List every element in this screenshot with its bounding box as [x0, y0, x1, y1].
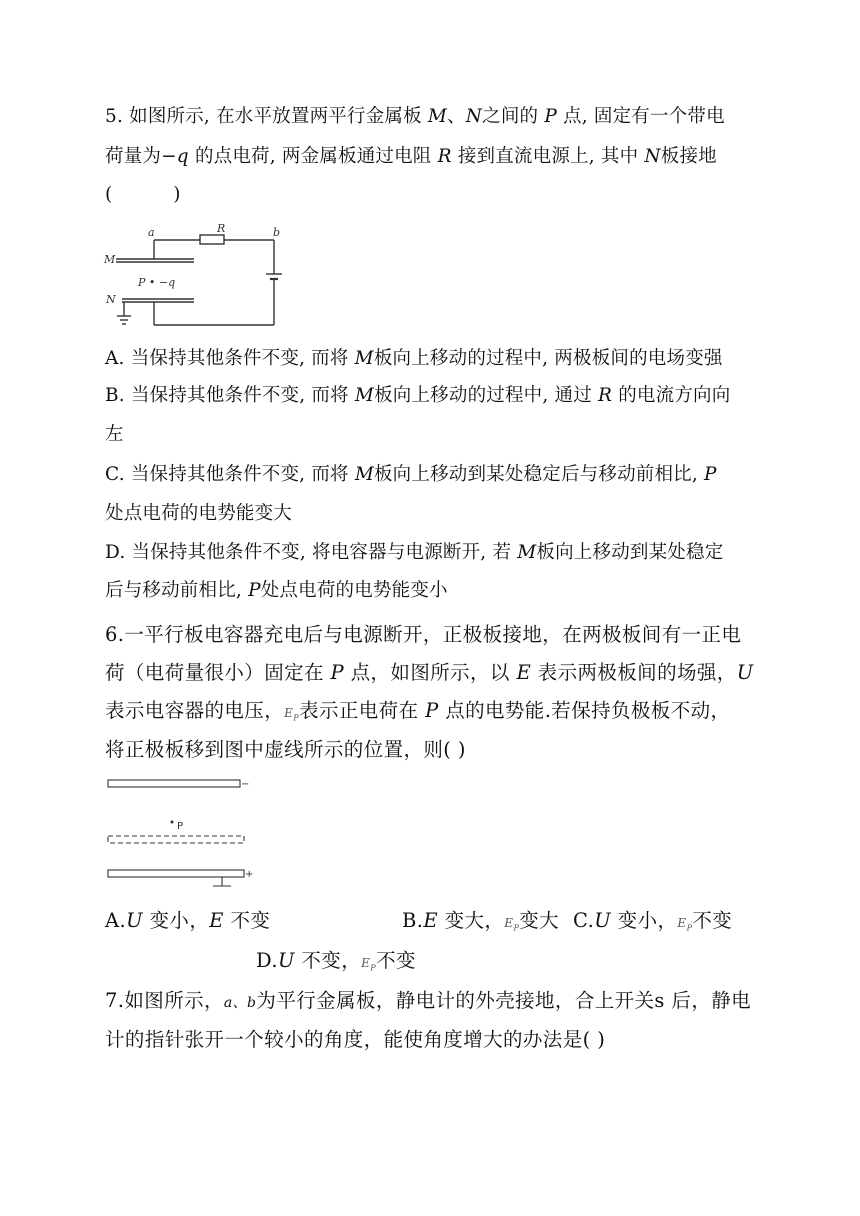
- q5-option-c-cont: 处点电荷的电势能变大: [105, 503, 293, 524]
- q5-option-b: B. 当保持其他条件不变, 而将 M板向上移动的过程中, 通过 R 的电流方向向: [105, 385, 731, 406]
- q5-option-d-cont: 后与移动前相比, P处点电荷的电势能变小: [105, 580, 448, 601]
- ep-symbol: $E_P$: [361, 956, 377, 973]
- q7-stem-line-2: 计的指针张开一个较小的角度，能使角度增大的办法是( ): [105, 1028, 606, 1051]
- label-r: R: [217, 222, 226, 235]
- point-p-label: P: [177, 821, 184, 832]
- q6-stem-line-1: 6.一平行板电容器充电后与电源断开，正极板接地，在两极板间有一正电: [105, 623, 742, 646]
- label-p-charge: P • −q: [138, 276, 176, 289]
- q5-option-a: A. 当保持其他条件不变, 而将 M板向上移动的过程中, 两极板间的电场变强: [105, 348, 723, 369]
- q5-answer-bracket: ( ): [105, 184, 181, 205]
- minus-label: −: [241, 779, 250, 790]
- label-n: N: [106, 293, 116, 306]
- q6-stem-line-4: 将正极板移到图中虚线所示的位置，则( ): [105, 738, 466, 761]
- q6-stem-line-2: 荷（电荷量很小）固定在 P 点，如图所示，以 E 表示两极板间的场强，U: [105, 661, 754, 684]
- q6-option-c: C.U 变小，$E_P$不变: [573, 909, 733, 933]
- q5-circuit-figure: [102, 222, 282, 332]
- ep-symbol: $E_P$: [677, 916, 693, 933]
- negative-plate: [108, 780, 240, 787]
- resistor: [200, 235, 224, 244]
- dashed-plate-position: [108, 836, 244, 843]
- label-a: a: [148, 226, 155, 239]
- label-m: M: [104, 253, 116, 266]
- ep-symbol: $E_P$: [504, 916, 520, 933]
- q5-stem-line-2: 荷量为−q 的点电荷, 两金属板通过电阻 R 接到直流电源上, 其中 N板接地: [105, 146, 717, 167]
- q5-option-d: D. 当保持其他条件不变, 将电容器与电源断开, 若 M板向上移动到某处稳定: [105, 542, 724, 563]
- point-p-dot: [171, 821, 174, 824]
- q7-stem-line-1: 7.如图所示，a、b为平行金属板，静电计的外壳接地，合上开关s 后，静电: [105, 989, 752, 1012]
- label-b: b: [273, 226, 281, 239]
- q6-option-b: B.E 变大，$E_P$变大: [402, 909, 560, 933]
- ep-symbol: $E_P$: [284, 706, 300, 723]
- q6-option-d: D.U 不变，$E_P$不变: [256, 949, 416, 973]
- q5-option-c: C. 当保持其他条件不变, 而将 M板向上移动到某处稳定后与移动前相比, P: [105, 464, 717, 485]
- q6-stem-line-3: 表示电容器的电压，$E_P$表示正电荷在 P 点的电势能.若保持负极板不动，: [105, 699, 731, 723]
- q6-option-a: A.U 变小，E 不变: [105, 909, 271, 932]
- q5-stem-line-1: 5. 如图所示, 在水平放置两平行金属板 M、N之间的 P 点, 固定有一个带电: [105, 106, 725, 127]
- plus-label: +: [245, 869, 254, 880]
- positive-plate: [108, 870, 244, 877]
- q5-option-b-cont: 左: [105, 424, 124, 445]
- q6-capacitor-figure: [104, 773, 264, 888]
